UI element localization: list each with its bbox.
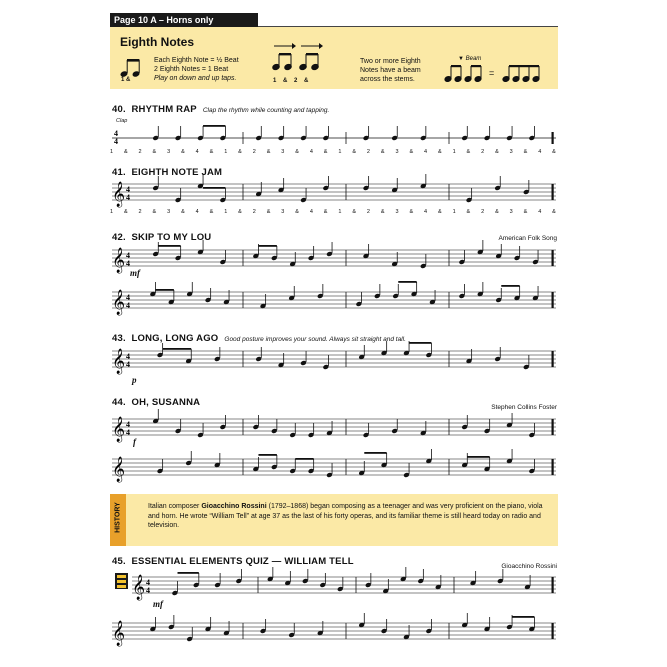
exercise-45-staff-2 [112, 617, 556, 651]
note-beam [512, 616, 534, 618]
count-mark: 4 [538, 149, 542, 155]
count-mark: 3 [395, 209, 399, 215]
beam-line-1: Two or more Eighth [360, 58, 421, 65]
quiz-icon [115, 573, 128, 589]
count-mark: & [295, 149, 299, 155]
info-count-a: 1 & [121, 77, 131, 83]
exercise-41-title: 41. EIGHTH NOTE JAM [112, 167, 223, 178]
svg-text:4: 4 [126, 251, 130, 260]
exercise-45-title: 45. ESSENTIAL ELEMENTS QUIZ — WILLIAM TELL [112, 556, 354, 567]
note-beam [409, 342, 431, 344]
note-beam [163, 348, 192, 350]
exercise-44-dynamic: f [133, 437, 136, 447]
exercise-41-staff [112, 178, 556, 212]
count-mark: & [209, 209, 214, 215]
svg-text:4: 4 [126, 360, 130, 369]
count-mark: & [295, 209, 299, 215]
note-beam [178, 572, 199, 574]
count-mark: 2 [252, 209, 256, 215]
exercise-42-credit: American Folk Song [498, 235, 557, 242]
final-bar-line [552, 292, 554, 308]
count-mark: & [181, 209, 185, 215]
count-mark: 4 [424, 209, 428, 215]
beam-line-3: across the stems. [360, 76, 415, 83]
count-mark: 4 [538, 209, 542, 215]
page-tab: Page 10 A – Horns only [110, 13, 258, 27]
count-mark: 1 [224, 149, 228, 155]
exercise-45-staff-1 [132, 571, 556, 605]
treble-clef-icon: 𝄞 [112, 457, 126, 482]
treble-clef-icon: 𝄞 [112, 621, 126, 646]
count-mark: & [380, 149, 385, 155]
count-mark: 2 [481, 149, 485, 155]
count-mark: 2 [138, 149, 142, 155]
count-mark: 1 [224, 209, 228, 215]
count-mark: & [437, 209, 442, 215]
svg-text:4: 4 [126, 259, 130, 268]
history-box [110, 494, 558, 546]
info-title: Eighth Notes [120, 35, 194, 49]
beam-line-2: Notes have a beam [360, 67, 421, 74]
final-bar-line [552, 132, 554, 144]
exercise-43-title: 43. LONG, LONG AGO Good posture improves your sound. Always sit straight and tall. [112, 333, 406, 344]
beam-definition [360, 57, 421, 84]
composer-name: Gioacchino Rossini [201, 503, 267, 510]
note-beam [501, 285, 519, 287]
exercise-40-title: 40. RHYTHM RAP Clap the rhythm while counting and tapping. [112, 104, 330, 115]
exercise-40-rhythm-staff [112, 124, 556, 146]
beam-label: ▼ Beam [458, 56, 482, 62]
exercise-44-title: 44. OH, SUSANNA [112, 397, 201, 408]
svg-text:4: 4 [114, 137, 118, 146]
svg-text:4: 4 [126, 428, 130, 437]
final-bar-line [552, 184, 554, 200]
count-mark: 3 [509, 149, 513, 155]
history-text: Italian composer Gioacchino Rossini (1792–1868) began composing as a teenager and was very proficient on the piano, viola and horn. He wrote “William Tell” at age 37 as the last of his forty operas, and its familiar theme is still heard today on radio and television. [148, 503, 543, 529]
count-mark: 1 [110, 209, 114, 215]
count-mark: & [181, 149, 185, 155]
count-mark: & [495, 209, 499, 215]
count-mark: & [352, 209, 357, 215]
final-bar-line [552, 419, 554, 435]
svg-text:4: 4 [126, 420, 130, 429]
final-bar-line [552, 623, 554, 639]
final-bar-line [552, 577, 554, 593]
note-beam [258, 245, 276, 247]
note-beam [295, 458, 313, 460]
count-mark: 3 [509, 209, 513, 215]
count-mark: 2 [366, 149, 370, 155]
count-mark: & [152, 149, 157, 155]
count-mark: 2 [481, 209, 485, 215]
count-mark: & [266, 149, 271, 155]
svg-text:4: 4 [126, 352, 130, 361]
note-beam [203, 187, 225, 189]
exercise-40-counts [110, 149, 556, 155]
exercise-43-staff [112, 345, 556, 379]
note-beam [203, 125, 225, 127]
svg-text:4: 4 [146, 578, 150, 587]
count-mark: & [523, 149, 528, 155]
count-mark: 1 [452, 209, 456, 215]
count-mark: & [123, 209, 128, 215]
eighth-notes-info-box [110, 27, 558, 89]
treble-clef-icon: 𝄞 [112, 290, 126, 315]
count-mark: & [437, 149, 442, 155]
svg-text:=: = [489, 68, 495, 78]
note-beam [364, 452, 386, 454]
note-beam [467, 456, 489, 458]
info-count-b: 1 & 2 & [273, 78, 309, 84]
final-bar-line [552, 351, 554, 367]
treble-clef-icon: 𝄞 [112, 248, 126, 273]
history-tab: HISTORY [110, 494, 126, 546]
exercise-42-title: 42. SKIP TO MY LOU [112, 232, 212, 243]
exercise-44-credit: Stephen Collins Foster [491, 404, 557, 411]
treble-clef-icon: 𝄞 [112, 182, 126, 207]
count-mark: & [352, 149, 357, 155]
count-mark: 3 [167, 149, 171, 155]
exercise-44-staff-1 [112, 413, 556, 447]
count-mark: 2 [366, 209, 370, 215]
count-mark: & [323, 209, 328, 215]
exercise-43-dynamic: p [132, 375, 137, 385]
treble-clef-icon: 𝄞 [112, 349, 126, 374]
count-mark: 4 [195, 149, 199, 155]
exercise-42-staff-2 [112, 286, 556, 320]
treble-clef-icon: 𝄞 [112, 417, 126, 442]
count-mark: 4 [424, 149, 428, 155]
count-mark: & [409, 149, 414, 155]
count-mark: 1 [338, 209, 342, 215]
final-bar-line [552, 459, 554, 475]
exercise-42-staff-1 [112, 244, 556, 278]
count-mark: & [523, 209, 528, 215]
count-mark: 1 [338, 149, 342, 155]
clap-label: Clap [116, 118, 128, 124]
svg-text:4: 4 [126, 301, 130, 310]
count-mark: 4 [309, 209, 313, 215]
exercise-45-credit: Gioacchino Rossini [501, 563, 557, 570]
info-line-3: Play on down and up taps. [154, 75, 237, 82]
note-beam [158, 245, 180, 247]
count-mark: & [323, 149, 328, 155]
info-line-1: Each Eighth Note = ½ Beat [154, 57, 239, 64]
count-mark: & [209, 149, 214, 155]
note-beam [398, 281, 416, 283]
count-mark: 2 [138, 209, 142, 215]
count-mark: & [266, 209, 271, 215]
count-mark: 4 [309, 149, 313, 155]
down-up-tap-notes-icon [270, 41, 326, 77]
exercise-45-dynamic: mf [153, 599, 163, 609]
count-mark: & [552, 209, 556, 215]
svg-text:4: 4 [114, 129, 118, 138]
note-beam [155, 289, 173, 291]
count-mark: 3 [281, 209, 285, 215]
count-mark: & [152, 209, 157, 215]
count-mark: & [123, 149, 128, 155]
svg-text:4: 4 [126, 193, 130, 202]
count-mark: & [495, 149, 499, 155]
exercise-41-counts [110, 209, 556, 215]
count-mark: & [552, 149, 556, 155]
count-mark: 2 [252, 149, 256, 155]
count-mark: 4 [195, 209, 199, 215]
exercise-40-instruction: Clap the rhythm while counting and tapping. [202, 107, 330, 114]
count-mark: & [466, 209, 471, 215]
exercise-43-instruction: Good posture improves your sound. Always sit straight and tall. [224, 336, 406, 343]
svg-text:4: 4 [126, 293, 130, 302]
svg-text:4: 4 [126, 185, 130, 194]
count-mark: & [238, 209, 242, 215]
count-mark: & [466, 149, 471, 155]
beam-equation-icon [442, 61, 554, 85]
exercise-44-staff-2 [112, 453, 556, 487]
count-mark: 3 [281, 149, 285, 155]
note-beam [258, 454, 276, 456]
count-mark: & [380, 209, 385, 215]
count-mark: 3 [395, 149, 399, 155]
count-mark: 1 [110, 149, 114, 155]
count-mark: 3 [167, 209, 171, 215]
exercise-42-dynamic: mf [130, 268, 140, 278]
count-mark: & [238, 149, 242, 155]
count-mark: & [409, 209, 414, 215]
info-definitions [154, 56, 239, 83]
count-mark: 1 [452, 149, 456, 155]
info-line-2: 2 Eighth Notes = 1 Beat [154, 66, 229, 73]
treble-clef-icon: 𝄞 [132, 575, 146, 600]
final-bar-line [552, 250, 554, 266]
svg-text:4: 4 [146, 586, 150, 595]
